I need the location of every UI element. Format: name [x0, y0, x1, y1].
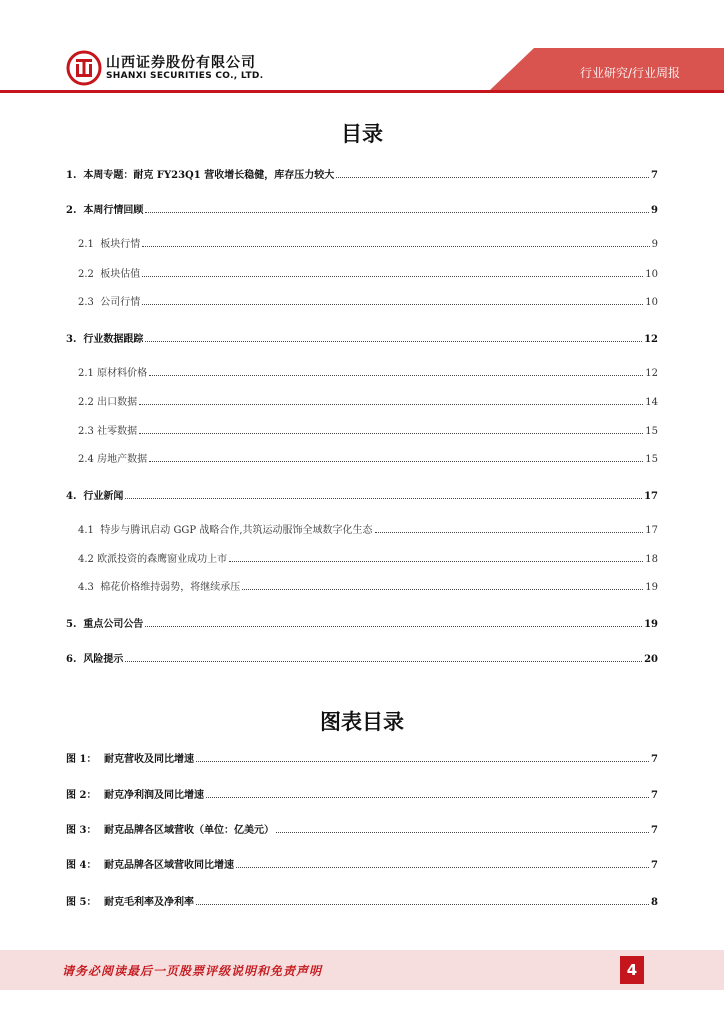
disclaimer-note: 请务必阅读最后一页股票评级说明和免责声明: [62, 964, 323, 978]
toc-entry-page: 10: [645, 269, 658, 280]
figure-entry-title: 耐克品牌各区域营收（单位：亿美元）: [104, 825, 274, 836]
toc-entry-title: 本周专题：耐克 FY23Q1 营收增长稳健，库存压力较大: [83, 170, 335, 181]
toc-leader-dots: [125, 498, 642, 499]
toc-entry[interactable]: [78, 453, 658, 467]
toc-entry-page: 17: [644, 491, 658, 502]
toc-entry-page: 18: [645, 554, 658, 565]
toc-entry-number: 4.3: [78, 582, 101, 593]
figure-leader-dots: [276, 832, 649, 833]
figure-entry[interactable]: [66, 824, 658, 838]
toc-leader-dots: [142, 276, 643, 277]
company-name-cn: 山西证券股份有限公司: [106, 55, 256, 71]
toc-entry-title: 行业新闻: [83, 491, 124, 502]
toc-entry[interactable]: [78, 524, 658, 538]
figure-list-title: 图表目录: [320, 710, 404, 734]
toc-entry-number: 4.: [66, 491, 84, 502]
toc-entry-title: 欧派投资的森鹰窗业成功上市: [97, 554, 228, 565]
toc-entry[interactable]: [78, 581, 658, 595]
toc-leader-dots: [149, 375, 643, 376]
company-name-en: SHANXI SECURITIES CO., LTD.: [106, 71, 264, 81]
toc-leader-dots: [242, 589, 643, 590]
figure-entry-page: 7: [651, 790, 658, 801]
toc-entry-title: 棉花价格维持弱势，将继续承压: [100, 582, 241, 593]
report-category: 行业研究/行业周报: [579, 66, 680, 80]
toc-entry-title: 重点公司公告: [83, 619, 144, 630]
toc-entry-number: 1.: [66, 170, 84, 181]
toc-leader-dots: [336, 177, 649, 178]
toc-leader-dots: [142, 246, 649, 247]
toc-entry-number: 4.2: [78, 554, 98, 565]
figure-entry-label: 图 3：: [66, 825, 97, 836]
toc-entry-title: 本周行情回顾: [83, 205, 144, 216]
figure-entry-title: 耐克品牌各区域营收同比增速: [104, 860, 234, 871]
toc-entry-number: 3.: [66, 334, 84, 345]
header-divider: [0, 90, 724, 93]
toc-entry[interactable]: [66, 333, 658, 347]
figure-entry-title: 耐克毛利率及净利率: [104, 897, 194, 908]
toc-entry-page: 10: [645, 297, 658, 308]
toc-entry[interactable]: [66, 204, 658, 218]
toc-entry-page: 12: [645, 368, 658, 379]
toc-entry[interactable]: [66, 490, 658, 504]
toc-entry[interactable]: [78, 296, 658, 310]
toc-entry-number: 2.: [66, 205, 84, 216]
toc-entry[interactable]: [78, 396, 658, 410]
toc-leader-dots: [139, 433, 643, 434]
toc-entry-number: 4.1: [78, 525, 101, 536]
figure-entry-label: 图 5：: [66, 897, 97, 908]
page-number: 4: [620, 956, 644, 984]
figure-leader-dots: [196, 904, 649, 905]
toc-entry-number: 2.3: [78, 297, 101, 308]
figure-entry-page: 8: [651, 897, 658, 908]
toc-entry[interactable]: [66, 169, 658, 183]
toc-entry-title: 风险提示: [83, 654, 124, 665]
toc-leader-dots: [229, 561, 643, 562]
toc-entry-page: 15: [645, 454, 658, 465]
page-header: [0, 0, 724, 100]
toc-entry[interactable]: [78, 553, 658, 567]
toc-entry[interactable]: [78, 268, 658, 282]
shanxi-securities-logo-icon: [66, 50, 102, 86]
toc-entry-page: 9: [651, 239, 658, 250]
toc-leader-dots: [375, 532, 644, 533]
figure-entry-page: 7: [651, 754, 658, 765]
toc-entry-page: 19: [645, 582, 658, 593]
figure-entry-page: 7: [651, 825, 658, 836]
toc-entry-title: 特步与腾讯启动 GGP 战略合作,共筑运动服饰全域数字化生态: [100, 525, 373, 536]
figure-entry-label: 图 1：: [66, 754, 97, 765]
figure-entry[interactable]: [66, 896, 658, 910]
toc-entry-title: 板块估值: [100, 269, 141, 280]
toc-entry[interactable]: [78, 367, 658, 381]
toc-entry[interactable]: [78, 425, 658, 439]
figure-leader-dots: [236, 867, 649, 868]
toc-entry-page: 9: [651, 205, 658, 216]
figure-entry-title: 耐克营收及同比增速: [104, 754, 194, 765]
figure-entry[interactable]: [66, 789, 658, 803]
toc-entry[interactable]: [66, 618, 658, 632]
toc-entry-number: 2.3: [78, 426, 98, 437]
toc-entry-number: 2.4: [78, 454, 98, 465]
toc-entry-title: 房地产数据: [97, 454, 148, 465]
toc-entry-title: 行业数据跟踪: [83, 334, 144, 345]
figure-entry[interactable]: [66, 753, 658, 767]
figure-leader-dots: [206, 797, 649, 798]
toc-entry-number: 2.2: [78, 269, 101, 280]
toc-leader-dots: [145, 626, 642, 627]
toc-entry-number: 2.1: [78, 239, 101, 250]
toc-entry-number: 5.: [66, 619, 84, 630]
toc-title: 目录: [341, 122, 383, 146]
toc-entry-title: 出口数据: [97, 397, 138, 408]
toc-entry-number: 2.1: [78, 368, 98, 379]
toc-entry-page: 7: [651, 170, 658, 181]
toc-leader-dots: [149, 461, 643, 462]
toc-entry-title: 公司行情: [100, 297, 141, 308]
toc-entry-page: 14: [645, 397, 658, 408]
toc-entry-page: 12: [644, 334, 658, 345]
toc-leader-dots: [139, 404, 643, 405]
toc-entry-title: 板块行情: [100, 239, 141, 250]
toc-leader-dots: [145, 212, 649, 213]
figure-leader-dots: [196, 761, 649, 762]
figure-entry-title: 耐克净利润及同比增速: [104, 790, 204, 801]
figure-entry-label: 图 2：: [66, 790, 97, 801]
toc-leader-dots: [142, 304, 643, 305]
toc-entry-page: 17: [645, 525, 658, 536]
toc-leader-dots: [125, 661, 642, 662]
toc-entry-page: 15: [645, 426, 658, 437]
figure-entry-label: 图 4：: [66, 860, 97, 871]
toc-entry-title: 原材料价格: [97, 368, 148, 379]
toc-entry-title: 社零数据: [97, 426, 138, 437]
figure-entry[interactable]: [66, 859, 658, 873]
toc-entry-number: 2.2: [78, 397, 98, 408]
toc-leader-dots: [145, 341, 642, 342]
toc-entry[interactable]: [78, 238, 658, 252]
toc-entry-number: 6.: [66, 654, 84, 665]
toc-entry[interactable]: [66, 653, 658, 667]
toc-entry-page: 19: [644, 619, 658, 630]
toc-entry-page: 20: [644, 654, 658, 665]
figure-entry-page: 7: [651, 860, 658, 871]
